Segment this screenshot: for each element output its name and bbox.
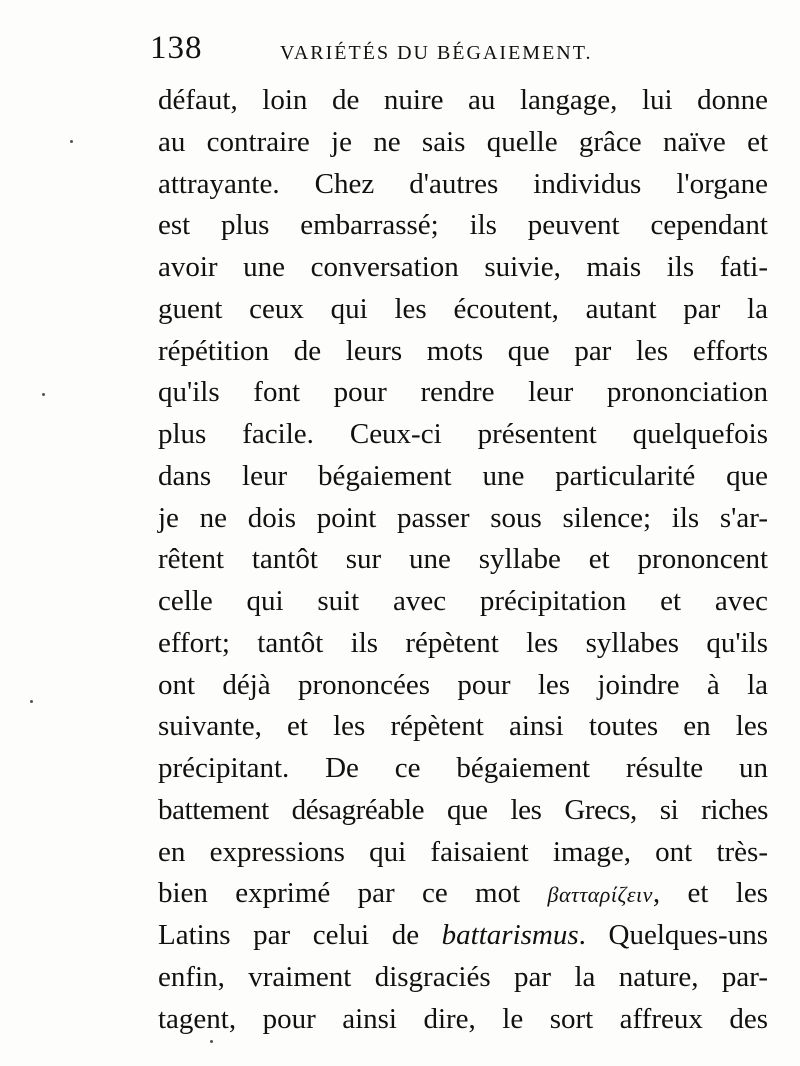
paper-speck	[210, 1040, 213, 1043]
text-segment: bien exprimé par ce mot	[158, 877, 548, 910]
text-line: guent ceux qui les écoutent, autant par la	[158, 292, 768, 325]
text-line: au contraire je ne sais quelle grâce naïve et	[158, 125, 768, 158]
text-line: celle qui suit avec précipitation et avec	[158, 585, 768, 617]
text-line: je ne dois point passer sous silence; ils s'ar-	[158, 501, 768, 534]
text-line: plus facile. Ceux-ci présentent quelquefois	[158, 418, 768, 450]
text-line: dans leur bégaiement une particularité que	[158, 459, 768, 492]
text-line: en expressions qui faisaient image, ont très-	[158, 835, 768, 868]
page-number: 138	[150, 30, 203, 66]
text-line: avoir une conversation suivie, mais ils fati-	[158, 251, 768, 283]
text-segment: Latins par celui de	[158, 919, 442, 951]
text-line: tagent, pour ainsi dire, le sort affreux des	[158, 1002, 768, 1035]
running-title: VARIÉTÉS DU BÉGAIEMENT.	[280, 42, 593, 64]
text-line: effort; tantôt ils répètent les syllabes qu'ils	[158, 626, 768, 659]
text-line: enfin, vraiment disgraciés par la nature, par-	[158, 960, 768, 993]
text-line: battement désagréable que les Grecs, si riches	[158, 793, 768, 826]
text-line-with-greek	[158, 873, 768, 915]
italic-term: battarismus	[441, 919, 579, 951]
text-line: rêtent tantôt sur une syllabe et prononcent	[158, 543, 768, 576]
paper-speck	[70, 140, 73, 143]
greek-word: βατταρίζειν	[547, 882, 653, 908]
paper-speck	[30, 700, 33, 703]
text-line: suivante, et les répètent ainsi toutes en les	[158, 710, 768, 743]
text-line: est plus embarrassé; ils peuvent cependant	[158, 209, 768, 242]
text-segment: , et les	[652, 877, 768, 910]
body-text	[158, 80, 768, 1040]
text-line: ont déjà prononcées pour les joindre à la	[158, 668, 768, 701]
text-line: défaut, loin de nuire au langage, lui donne	[158, 84, 768, 116]
running-head	[150, 30, 770, 70]
text-line: précipitant. De ce bégaiement résulte un	[158, 752, 768, 784]
text-line: qu'ils font pour rendre leur prononciation	[158, 376, 768, 409]
paper-speck	[42, 393, 45, 396]
text-line: attrayante. Chez d'autres individus l'organe	[158, 167, 768, 200]
text-line: répétition de leurs mots que par les efforts	[158, 334, 768, 367]
text-segment: . Quelques-uns	[578, 919, 768, 951]
text-line-with-italic	[158, 915, 768, 957]
